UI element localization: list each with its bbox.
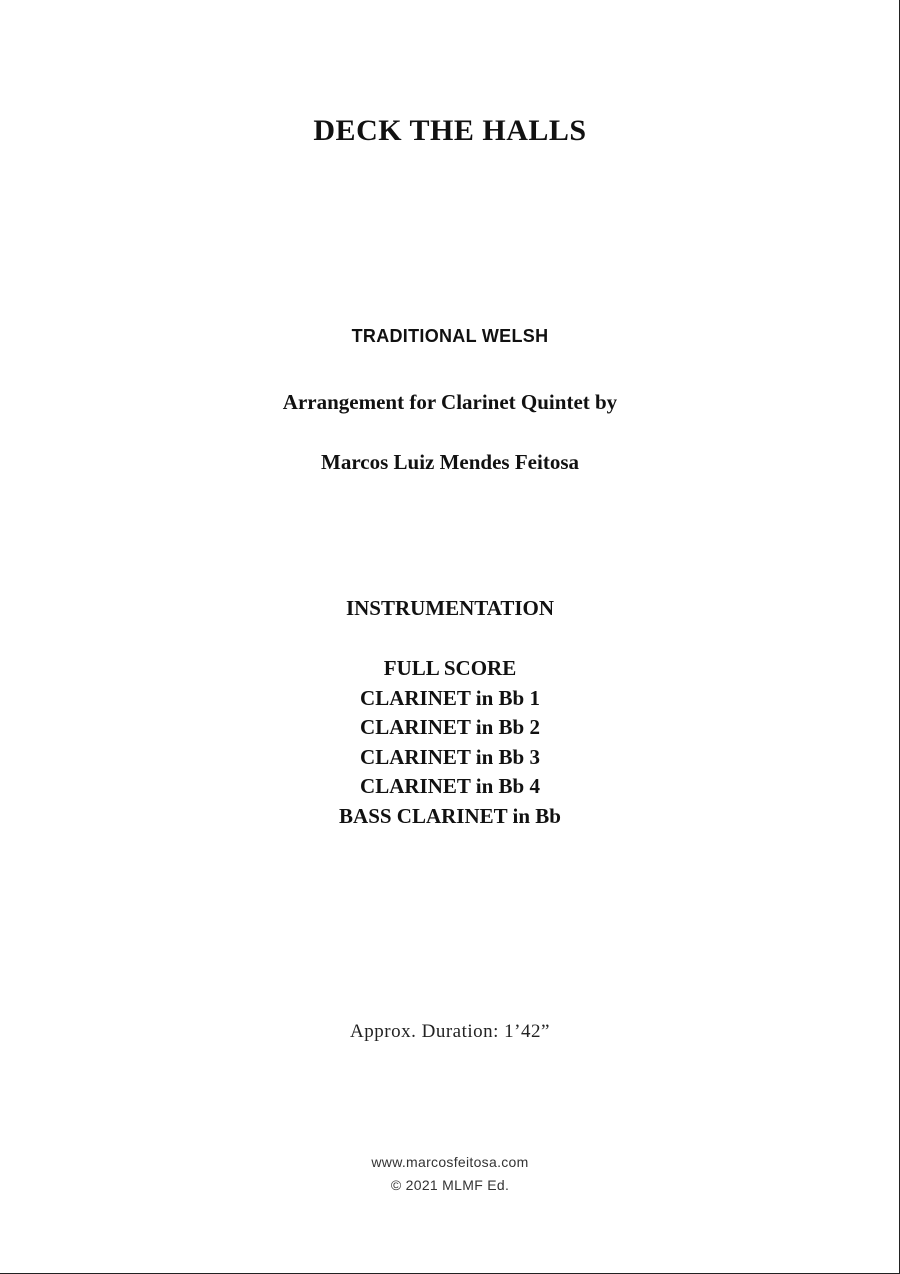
instrument-item-clarinet-3: CLARINET in Bb 3 xyxy=(360,744,540,769)
instrument-item-full-score: FULL SCORE xyxy=(383,656,517,680)
arrangement-line: Arrangement for Clarinet Quintet by xyxy=(282,390,618,414)
copyright-notice: © 2021 MLMF Ed. xyxy=(390,1177,510,1193)
instrumentation-heading: INSTRUMENTATION xyxy=(345,596,555,620)
origin-subtitle: TRADITIONAL WELSH xyxy=(351,326,549,346)
website-link: www.marcosfeitosa.com xyxy=(371,1154,529,1170)
instrument-item-clarinet-1: CLARINET in Bb 1 xyxy=(360,685,540,710)
instrument-item-clarinet-4: CLARINET in Bb 4 xyxy=(360,774,540,798)
instrumentation-list xyxy=(0,654,900,831)
instrument-item-bass-clarinet: BASS CLARINET in Bb xyxy=(339,803,561,828)
approx-duration: Approx. Duration: 1’42” xyxy=(350,1021,550,1042)
arranger-name: Marcos Luiz Mendes Feitosa xyxy=(321,450,579,474)
instrument-item-clarinet-2: CLARINET in Bb 2 xyxy=(360,715,540,739)
page-title: DECK THE HALLS xyxy=(313,114,587,147)
